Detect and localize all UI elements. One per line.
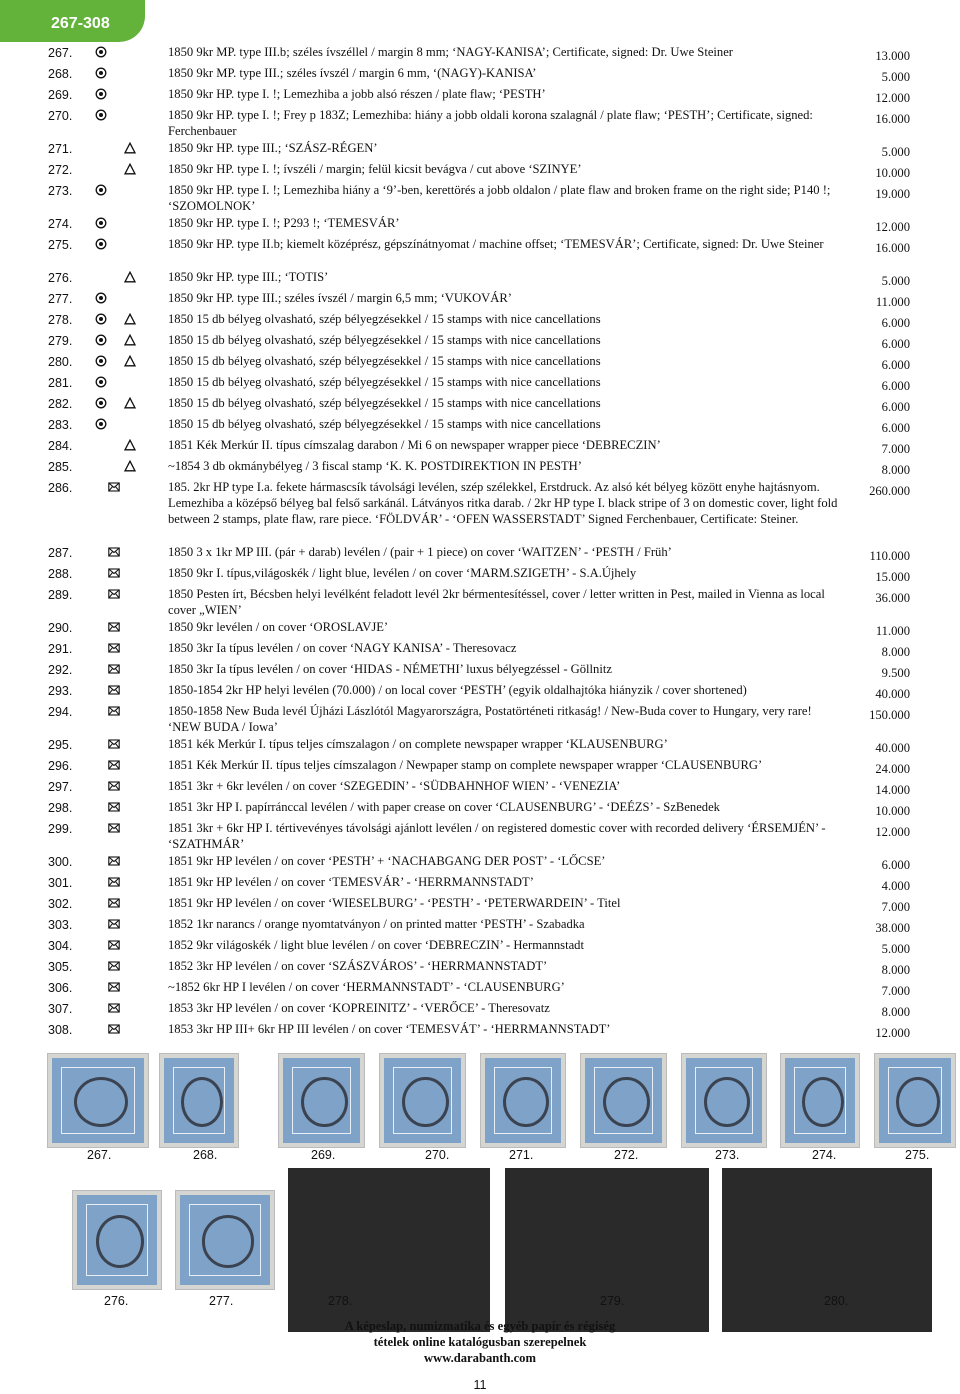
used-stamp-icon bbox=[95, 418, 107, 430]
cover-icon bbox=[108, 588, 120, 600]
lot-number: 288. bbox=[48, 567, 73, 581]
lot-row[interactable] bbox=[0, 160, 960, 181]
lot-row[interactable] bbox=[0, 585, 960, 618]
lot-description: 1851 3kr + 6kr levélen / on cover ‘SZEGEDIN’ - ‘SÜDBAHNHOF WIEN’ - ‘VENEZIA’ bbox=[168, 779, 621, 793]
lot-row[interactable] bbox=[0, 352, 960, 373]
cover-icon bbox=[108, 546, 120, 558]
stamp-caption: 267. bbox=[87, 1148, 112, 1162]
lot-price: 38.000 bbox=[875, 921, 910, 935]
lot-price: 5.000 bbox=[881, 942, 910, 956]
cover-icon bbox=[108, 918, 120, 930]
lot-description: 1851 9kr HP levélen / on cover ‘TEMESVÁR’ - ‘HERRMANNSTADT’ bbox=[168, 875, 534, 889]
lot-row[interactable] bbox=[0, 1020, 960, 1041]
lot-number: 304. bbox=[48, 939, 73, 953]
lot-row[interactable] bbox=[0, 660, 960, 681]
lot-number: 278. bbox=[48, 313, 73, 327]
lot-row[interactable] bbox=[0, 936, 960, 957]
lot-number: 276. bbox=[48, 271, 73, 285]
cover-icon bbox=[108, 897, 120, 909]
cover-icon bbox=[108, 780, 120, 792]
lot-number: 295. bbox=[48, 738, 73, 752]
on-piece-icon bbox=[124, 460, 136, 472]
lot-price: 16.000 bbox=[875, 241, 910, 255]
stamp-caption: 268. bbox=[193, 1148, 218, 1162]
lot-description: 1850 3kr Ia típus levélen / on cover ‘NAGY KANISA’ - Theresovacz bbox=[168, 641, 517, 655]
used-stamp-icon bbox=[95, 397, 107, 409]
cover-icon bbox=[108, 801, 120, 813]
lot-price: 5.000 bbox=[881, 274, 910, 288]
lot-price: 40.000 bbox=[875, 741, 910, 755]
lot-number: 301. bbox=[48, 876, 73, 890]
lot-price: 6.000 bbox=[881, 358, 910, 372]
cover-icon bbox=[108, 621, 120, 633]
lot-row[interactable] bbox=[0, 415, 960, 436]
lot-number: 289. bbox=[48, 588, 73, 602]
stamp-image[interactable] bbox=[72, 1190, 162, 1290]
lot-description: 1850 15 db bélyeg olvasható, szép bélyegzésekkel / 15 stamps with nice cancellations bbox=[168, 375, 601, 389]
stamp-caption: 276. bbox=[104, 1294, 129, 1308]
lot-description: ~1852 6kr HP I levélen / on cover ‘HERMANNSTADT’ - ‘CLAUSENBURG’ bbox=[168, 980, 565, 994]
lot-number: 300. bbox=[48, 855, 73, 869]
lot-description: 1851 Kék Merkúr II. típus címszalag darabon / Mi 6 on newspaper wrapper piece ‘DEBRECZIN’ bbox=[168, 438, 661, 452]
lot-row[interactable] bbox=[0, 43, 960, 64]
lot-number: 267. bbox=[48, 46, 73, 60]
lot-price: 150.000 bbox=[869, 708, 910, 722]
stamp-caption: 271. bbox=[509, 1148, 534, 1162]
cover-icon bbox=[108, 684, 120, 696]
lot-price: 9.500 bbox=[881, 666, 910, 680]
lot-number: 308. bbox=[48, 1023, 73, 1037]
lot-number: 274. bbox=[48, 217, 73, 231]
lot-row[interactable] bbox=[0, 268, 960, 289]
lot-price: 8.000 bbox=[881, 963, 910, 977]
lot-price: 6.000 bbox=[881, 337, 910, 351]
used-stamp-icon bbox=[95, 376, 107, 388]
lot-row[interactable] bbox=[0, 798, 960, 819]
lot-number: 269. bbox=[48, 88, 73, 102]
lot-number: 299. bbox=[48, 822, 73, 836]
cover-icon bbox=[108, 663, 120, 675]
footer-line: A képeslap, numizmatika és egyéb papír és régiség bbox=[344, 1319, 616, 1333]
cover-icon bbox=[108, 822, 120, 834]
lot-number: 307. bbox=[48, 1002, 73, 1016]
lot-description: 1850 15 db bélyeg olvasható, szép bélyegzésekkel / 15 stamps with nice cancellations bbox=[168, 354, 601, 368]
cover-icon bbox=[108, 705, 120, 717]
lot-price: 7.000 bbox=[881, 442, 910, 456]
lot-price: 12.000 bbox=[875, 825, 910, 839]
lot-number: 302. bbox=[48, 897, 73, 911]
on-piece-icon bbox=[124, 271, 136, 283]
lot-row[interactable] bbox=[0, 478, 960, 543]
lot-description: 1850 9kr HP. type III.; széles ívszél / margin 6,5 mm; ‘VUKOVÁR’ bbox=[168, 291, 512, 305]
lot-description: 1850 9kr levélen / on cover ‘OROSLAVJE’ bbox=[168, 620, 389, 634]
lot-price: 15.000 bbox=[875, 570, 910, 584]
lot-row[interactable] bbox=[0, 331, 960, 352]
cover-icon bbox=[108, 960, 120, 972]
lot-description: 1851 9kr HP levélen / on cover ‘PESTH’ + ‘NACHABGANG DER POST’ - ‘LŐCSE’ bbox=[168, 854, 606, 868]
lot-row[interactable] bbox=[0, 957, 960, 978]
lot-price: 7.000 bbox=[881, 900, 910, 914]
used-stamp-icon bbox=[95, 46, 107, 58]
lot-description: 1851 3kr HP I. papírránccal levélen / with paper crease on cover ‘CLAUSENBURG’ - ‘DEÉZS’ - SzBenedek bbox=[168, 800, 720, 814]
on-piece-icon bbox=[124, 313, 136, 325]
lot-price: 110.000 bbox=[869, 549, 910, 563]
lot-row[interactable] bbox=[0, 756, 960, 777]
lot-description: 185. 2kr HP type I.a. fekete hármascsík távolsági levélen, szép szélekkel, Erstdruck. Az alsó két bélyeg között enyhe hajtásnyom. Lemezhiba a középső bélyeg bal felső sarkánál. Látványos ritka darab. / 2kr HP type I. black stripe of 3 on domestic cover, light fold between 2 stamps, plate flaw, rare piece. ‘FÖLDVÁR’ - ‘OFEN WASSERSTADT’ Signed Ferchenbauer, Certificate: Steiner. bbox=[168, 480, 838, 526]
lot-row[interactable] bbox=[0, 64, 960, 85]
lot-number: 303. bbox=[48, 918, 73, 932]
footer-website[interactable]: www.darabanth.com bbox=[424, 1351, 536, 1365]
lot-number: 292. bbox=[48, 663, 73, 677]
lot-number: 281. bbox=[48, 376, 73, 390]
lot-description: 1850 9kr HP. type I. !; Lemezhiba hiány a ‘9’-ben, kerettörés a jobb oldalon / plate flaw and broken frame on the right side; P140 !; ‘SZOMOLNOK’ bbox=[168, 183, 831, 213]
footer-note bbox=[0, 1318, 960, 1366]
lot-row[interactable] bbox=[0, 436, 960, 457]
cover-icon bbox=[108, 855, 120, 867]
stamp-caption: 279. bbox=[600, 1294, 625, 1308]
used-stamp-icon bbox=[95, 88, 107, 100]
cover-icon bbox=[108, 738, 120, 750]
stamp-image[interactable] bbox=[47, 1053, 149, 1148]
stamp-caption: 272. bbox=[614, 1148, 639, 1162]
lot-row[interactable] bbox=[0, 310, 960, 331]
cover-icon bbox=[108, 567, 120, 579]
lot-price: 6.000 bbox=[881, 379, 910, 393]
lot-description: 1852 3kr HP levélen / on cover ‘SZÁSZVÁROS’ - ‘HERRMANNSTADT’ bbox=[168, 959, 548, 973]
lot-description: 1850 15 db bélyeg olvasható, szép bélyegzésekkel / 15 stamps with nice cancellations bbox=[168, 333, 601, 347]
lot-number: 293. bbox=[48, 684, 73, 698]
lot-number: 271. bbox=[48, 142, 73, 156]
lot-price: 36.000 bbox=[875, 591, 910, 605]
lot-description: 1851 3kr + 6kr HP I. tértivevényes távolsági ajánlott levélen / on registered domestic cover with recorded delivery ‘ÉRSEMJÉN’ - ‘SZATHMÁR’ bbox=[168, 821, 826, 851]
lot-row[interactable] bbox=[0, 618, 960, 639]
lot-row[interactable] bbox=[0, 289, 960, 310]
lot-row[interactable] bbox=[0, 139, 960, 160]
lot-price: 6.000 bbox=[881, 316, 910, 330]
lot-price: 11.000 bbox=[875, 624, 910, 638]
cover-icon bbox=[108, 642, 120, 654]
stamp-caption: 277. bbox=[209, 1294, 234, 1308]
lot-description: 1853 3kr HP III+ 6kr HP III levélen / on cover ‘TEMESVÁT’ - ‘HERRMANNSTADT’ bbox=[168, 1022, 611, 1036]
lot-description: 1850 9kr HP. type III.; ‘SZÁSZ-RÉGEN’ bbox=[168, 141, 378, 155]
lot-description: 1850-1858 New Buda levél Újházi Lászlótól Magyarországra, Postatörténeti ritkaság! / New-Buda cover to Hungary, very rare! ‘NEW BUDA / Iowa’ bbox=[168, 704, 812, 734]
stamp-lot-sheet[interactable] bbox=[288, 1168, 490, 1332]
lot-number: 298. bbox=[48, 801, 73, 815]
lot-row[interactable] bbox=[0, 777, 960, 798]
lot-description: 1850 9kr MP. type III.; széles ívszél / margin 6 mm, ‘(NAGY)-KANISA’ bbox=[168, 66, 537, 80]
lot-description: 1850 3kr Ia típus levélen / on cover ‘HIDAS - NÉMETHI’ luxus bélyegzéssel - Göllnitz bbox=[168, 662, 612, 676]
lot-description: 1850 9kr MP. type III.b; széles ívszéllel / margin 8 mm; ‘NAGY-KANISA’; Certificate, signed: Dr. Uwe Steiner bbox=[168, 45, 733, 59]
lot-row[interactable] bbox=[0, 735, 960, 756]
stamp-caption: 270. bbox=[425, 1148, 450, 1162]
lot-price: 5.000 bbox=[881, 145, 910, 159]
lot-price: 10.000 bbox=[875, 166, 910, 180]
cover-icon bbox=[108, 939, 120, 951]
lot-price: 5.000 bbox=[881, 70, 910, 84]
on-piece-icon bbox=[124, 163, 136, 175]
stamp-gallery bbox=[0, 1050, 960, 1320]
lot-description: 1850 Pesten írt, Bécsben helyi levélként feladott levél 2kr bérmentesítéssel, cover / letter written in Pest, mailed in Vienna as local cover „WIEN’ bbox=[168, 587, 825, 617]
lot-row[interactable] bbox=[0, 852, 960, 873]
lot-number: 291. bbox=[48, 642, 73, 656]
lot-description: 1850 9kr HP. type I. !; Frey p 183Z; Lemezhiba: hiány a jobb oldali korona szalagnál / plate flaw; ‘PESTH’; Certificate, signed: Ferchenbauer bbox=[168, 108, 813, 138]
used-stamp-icon bbox=[95, 184, 107, 196]
lot-number: 286. bbox=[48, 481, 73, 495]
lot-description: 1850 15 db bélyeg olvasható, szép bélyegzésekkel / 15 stamps with nice cancellations bbox=[168, 312, 601, 326]
lot-row[interactable] bbox=[0, 564, 960, 585]
stamp-image[interactable] bbox=[175, 1190, 275, 1290]
used-stamp-icon bbox=[95, 313, 107, 325]
stamp-caption: 269. bbox=[311, 1148, 336, 1162]
lot-number: 285. bbox=[48, 460, 73, 474]
on-piece-icon bbox=[124, 355, 136, 367]
lot-price: 260.000 bbox=[869, 484, 910, 498]
lot-list bbox=[0, 43, 960, 1041]
page-number: 11 bbox=[473, 1378, 487, 1392]
stamp-caption: 274. bbox=[812, 1148, 837, 1162]
lot-row[interactable] bbox=[0, 543, 960, 564]
lot-description: 1851 kék Merkúr I. típus teljes címszalagon / on complete newspaper wrapper ‘KLAUSENBURG’ bbox=[168, 737, 668, 751]
lot-number: 277. bbox=[48, 292, 73, 306]
lot-number: 283. bbox=[48, 418, 73, 432]
lot-number: 275. bbox=[48, 238, 73, 252]
lot-row[interactable] bbox=[0, 999, 960, 1020]
used-stamp-icon bbox=[95, 238, 107, 250]
lot-number: 287. bbox=[48, 546, 73, 560]
stamp-caption: 275. bbox=[905, 1148, 930, 1162]
stamp-image[interactable] bbox=[278, 1053, 365, 1148]
on-piece-icon bbox=[124, 334, 136, 346]
lot-price: 6.000 bbox=[881, 421, 910, 435]
cover-icon bbox=[108, 481, 120, 493]
on-piece-icon bbox=[124, 142, 136, 154]
lot-number: 305. bbox=[48, 960, 73, 974]
lot-row[interactable] bbox=[0, 214, 960, 235]
stamp-image[interactable] bbox=[480, 1053, 566, 1148]
cover-icon bbox=[108, 876, 120, 888]
lot-description: ~1854 3 db okmánybélyeg / 3 fiscal stamp ‘K. K. POSTDIREKTION IN PESTH’ bbox=[168, 459, 582, 473]
lot-price: 6.000 bbox=[881, 858, 910, 872]
stamp-image[interactable] bbox=[681, 1053, 767, 1148]
stamp-image[interactable] bbox=[874, 1053, 956, 1148]
lot-row[interactable] bbox=[0, 978, 960, 999]
lot-row[interactable] bbox=[0, 915, 960, 936]
lot-price: 6.000 bbox=[881, 400, 910, 414]
lot-description: 1850 9kr HP. type I. !; Lemezhiba a jobb alsó részen / plate flaw; ‘PESTH’ bbox=[168, 87, 546, 101]
lot-price: 4.000 bbox=[881, 879, 910, 893]
lot-number: 279. bbox=[48, 334, 73, 348]
lot-price: 10.000 bbox=[875, 804, 910, 818]
used-stamp-icon bbox=[95, 217, 107, 229]
lot-price: 12.000 bbox=[875, 220, 910, 234]
lot-number: 284. bbox=[48, 439, 73, 453]
lot-number: 294. bbox=[48, 705, 73, 719]
lot-row[interactable] bbox=[0, 894, 960, 915]
cover-icon bbox=[108, 1023, 120, 1035]
stamp-caption: 280. bbox=[824, 1294, 849, 1308]
lot-price: 12.000 bbox=[875, 91, 910, 105]
stamp-caption: 278. bbox=[328, 1294, 353, 1308]
lot-number: 272. bbox=[48, 163, 73, 177]
lot-number: 282. bbox=[48, 397, 73, 411]
used-stamp-icon bbox=[95, 334, 107, 346]
lot-description: 1850 9kr HP. type II.b; kiemelt középrész, gépszínátnyomat / machine offset; ‘TEMESVÁR’; Certificate, signed: Dr. Uwe Steiner bbox=[168, 237, 824, 251]
lot-row[interactable] bbox=[0, 394, 960, 415]
lot-price: 8.000 bbox=[881, 645, 910, 659]
stamp-image[interactable] bbox=[159, 1053, 239, 1148]
lot-row[interactable] bbox=[0, 639, 960, 660]
lot-range-tab bbox=[0, 0, 145, 42]
lot-number: 273. bbox=[48, 184, 73, 198]
on-piece-icon bbox=[124, 439, 136, 451]
lot-price: 14.000 bbox=[875, 783, 910, 797]
lot-description: 1853 3kr HP levélen / on cover ‘KOPREINITZ’ - ‘VERŐCE’ - Theresovatz bbox=[168, 1001, 550, 1015]
footer-line: tételek online katalógusban szerepelnek bbox=[373, 1335, 587, 1349]
stamp-image[interactable] bbox=[379, 1053, 466, 1148]
lot-description: 1851 9kr HP levélen / on cover ‘WIESELBURG’ - ‘PESTH’ - ‘PETERWARDEIN’ - Titel bbox=[168, 896, 621, 910]
lot-price: 16.000 bbox=[875, 112, 910, 126]
lot-number: 306. bbox=[48, 981, 73, 995]
cover-icon bbox=[108, 981, 120, 993]
lot-description: 1850-1854 2kr HP helyi levélen (70.000) / on local cover ‘PESTH’ (egyik oldalhajtóka hiányzik / cover shortened) bbox=[168, 683, 747, 697]
lot-number: 290. bbox=[48, 621, 73, 635]
lot-range-label: 267-308 bbox=[51, 15, 110, 32]
used-stamp-icon bbox=[95, 67, 107, 79]
lot-number: 268. bbox=[48, 67, 73, 81]
lot-row[interactable] bbox=[0, 235, 960, 268]
lot-description: 1852 9kr világoskék / light blue levélen / on cover ‘DEBRECZIN’ - Hermannstadt bbox=[168, 938, 584, 952]
lot-description: 1851 Kék Merkúr II. típus teljes címszalagon / Newpaper stamp on complete newspaper wrapper ‘CLAUSENBURG’ bbox=[168, 758, 763, 772]
cover-icon bbox=[108, 759, 120, 771]
lot-price: 7.000 bbox=[881, 984, 910, 998]
lot-description: 1850 9kr I. típus,világoskék / light blue, levélen / on cover ‘MARM.SZIGETH’ - S.A.Újhely bbox=[168, 566, 637, 580]
lot-price: 12.000 bbox=[875, 1026, 910, 1040]
lot-description: 1852 1kr narancs / orange nyomtatványon / on printed matter ‘PESTH’ - Szabadka bbox=[168, 917, 585, 931]
lot-description: 1850 15 db bélyeg olvasható, szép bélyegzésekkel / 15 stamps with nice cancellations bbox=[168, 396, 601, 410]
lot-price: 11.000 bbox=[875, 295, 910, 309]
lot-row[interactable] bbox=[0, 85, 960, 106]
lot-price: 8.000 bbox=[881, 1005, 910, 1019]
lot-row[interactable] bbox=[0, 181, 960, 214]
lot-number: 280. bbox=[48, 355, 73, 369]
lot-number: 270. bbox=[48, 109, 73, 123]
used-stamp-icon bbox=[95, 355, 107, 367]
lot-number: 297. bbox=[48, 780, 73, 794]
lot-row[interactable] bbox=[0, 873, 960, 894]
lot-description: 1850 9kr HP. type I. !; ívszéli / margin; felül kicsit bevágva / cut above ‘SZINYE’ bbox=[168, 162, 582, 176]
used-stamp-icon bbox=[95, 109, 107, 121]
lot-row[interactable] bbox=[0, 681, 960, 702]
used-stamp-icon bbox=[95, 292, 107, 304]
lot-price: 24.000 bbox=[875, 762, 910, 776]
lot-row[interactable] bbox=[0, 373, 960, 394]
cover-icon bbox=[108, 1002, 120, 1014]
lot-price: 8.000 bbox=[881, 463, 910, 477]
stamp-image[interactable] bbox=[580, 1053, 667, 1148]
lot-price: 13.000 bbox=[875, 49, 910, 63]
on-piece-icon bbox=[124, 397, 136, 409]
lot-description: 1850 9kr HP. type III.; ‘TOTIS’ bbox=[168, 270, 329, 284]
lot-row[interactable] bbox=[0, 819, 960, 852]
lot-description: 1850 15 db bélyeg olvasható, szép bélyegzésekkel / 15 stamps with nice cancellations bbox=[168, 417, 601, 431]
lot-price: 19.000 bbox=[875, 187, 910, 201]
stamp-image[interactable] bbox=[780, 1053, 860, 1148]
lot-row[interactable] bbox=[0, 106, 960, 139]
lot-description: 1850 9kr HP. type I. !; P293 !; ‘TEMESVÁR’ bbox=[168, 216, 400, 230]
lot-row[interactable] bbox=[0, 457, 960, 478]
lot-price: 40.000 bbox=[875, 687, 910, 701]
stamp-caption: 273. bbox=[715, 1148, 740, 1162]
lot-number: 296. bbox=[48, 759, 73, 773]
lot-description: 1850 3 x 1kr MP III. (pár + darab) levélen / (pair + 1 piece) on cover ‘WAITZEN’ - ‘PESTH / Früh’ bbox=[168, 545, 672, 559]
lot-row[interactable] bbox=[0, 702, 960, 735]
